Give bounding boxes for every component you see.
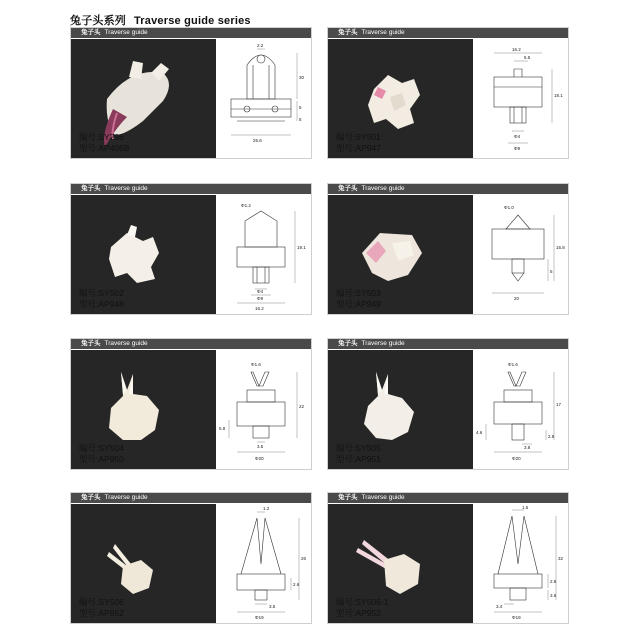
dim-label: 5 (299, 105, 302, 110)
dim-label: 25.6 (253, 138, 262, 143)
card-header-cn: 兔子头 (338, 340, 358, 347)
dim-label: 3.5 (269, 604, 276, 609)
product-codes (79, 597, 124, 619)
dim-label: Φ9 (514, 146, 521, 151)
product-number: 编号:SY506-1 (336, 597, 389, 607)
technical-drawing (474, 504, 568, 623)
technical-drawing (217, 195, 311, 314)
card-header-en: Traverse guide (104, 494, 148, 501)
model-number: 型号:AP951 (336, 454, 381, 464)
card-header-cn: 兔子头 (81, 340, 101, 347)
card-header-en: Traverse guide (361, 340, 405, 347)
dim-label: 2.8 (550, 579, 557, 584)
dim-label: 19.1 (297, 245, 306, 250)
technical-drawing (217, 350, 311, 469)
card-header (71, 184, 311, 194)
product-card-sy502 (70, 183, 312, 315)
technical-drawing-svg (217, 350, 311, 469)
model-number: 型号:AP948 (79, 299, 124, 309)
technical-drawing-svg (217, 195, 311, 314)
page-title-cn: 兔子头系列 (70, 15, 126, 27)
product-number: 编号:SY505 (336, 443, 381, 453)
page-title-en: Traverse guide series (134, 15, 251, 27)
dim-label: 2.6 (293, 582, 300, 587)
technical-drawing (474, 39, 568, 158)
technical-drawing-svg (474, 504, 568, 623)
product-number: 编号:SY296 (79, 132, 124, 142)
product-codes (336, 288, 381, 310)
page-title (70, 12, 251, 28)
dim-label: 1.5 (522, 505, 529, 510)
product-codes (336, 443, 381, 465)
model-number: 型号:AP952 (336, 608, 381, 618)
card-header (328, 493, 568, 503)
dim-label: 2.8 (548, 434, 555, 439)
card-header-cn: 兔子头 (81, 494, 101, 501)
dim-label: Φ19 (512, 615, 521, 620)
card-header-en: Traverse guide (361, 29, 405, 36)
dim-label: 3.8 (524, 445, 531, 450)
product-number: 编号:SY501 (336, 132, 381, 142)
card-header-cn: 兔子头 (338, 185, 358, 192)
dim-label: 16.2 (255, 306, 264, 311)
dim-label: 16.2 (512, 47, 521, 52)
technical-drawing-svg (474, 195, 568, 314)
product-card-sy506-1 (327, 492, 569, 624)
card-header-en: Traverse guide (361, 185, 405, 192)
dim-label: 1.2 (263, 506, 270, 511)
product-codes (79, 132, 130, 154)
dim-label: 2.2 (257, 43, 264, 48)
card-header-cn: 兔子头 (338, 494, 358, 501)
dim-label: 16.8 (556, 245, 565, 250)
model-number: 型号:AP947 (336, 143, 381, 153)
product-codes (336, 597, 388, 619)
dim-label: 17 (556, 402, 562, 407)
dim-label: 5 (299, 117, 302, 122)
dim-label: 26 (301, 556, 307, 561)
technical-drawing (474, 350, 568, 469)
technical-drawing-svg (474, 350, 568, 469)
card-header (71, 493, 311, 503)
technical-drawing (474, 195, 568, 314)
product-codes (79, 443, 124, 465)
dim-label: Φ1.6 (251, 362, 261, 367)
dim-label: 18.1 (554, 93, 563, 98)
dim-label: 5.5 (524, 55, 531, 60)
card-header (328, 339, 568, 349)
card-header (328, 184, 568, 194)
product-number: 编号:SY506 (79, 597, 124, 607)
product-number: 编号:SY503 (336, 288, 381, 298)
technical-drawing-svg (217, 39, 311, 158)
card-header (71, 28, 311, 38)
dim-label: 3.5 (257, 444, 264, 449)
product-number: 编号:SY504 (79, 443, 124, 453)
product-card-sy501 (327, 27, 569, 159)
dim-label: Φ19 (255, 615, 264, 620)
card-header-en: Traverse guide (104, 185, 148, 192)
card-header-cn: 兔子头 (338, 29, 358, 36)
model-number: 型号:AP949 (336, 299, 381, 309)
product-codes (79, 288, 124, 310)
product-codes (336, 132, 381, 154)
card-header-cn: 兔子头 (81, 185, 101, 192)
product-card-sy504 (70, 338, 312, 470)
technical-drawing (217, 39, 311, 158)
card-header-cn: 兔子头 (81, 29, 101, 36)
dim-label: 4.6 (476, 430, 483, 435)
product-card-sy503 (327, 183, 569, 315)
dim-label: Φ1.6 (508, 362, 518, 367)
card-header-en: Traverse guide (361, 494, 405, 501)
dim-label: 22 (299, 404, 305, 409)
dim-label: 30 (299, 75, 305, 80)
technical-drawing-svg (217, 504, 311, 623)
card-header-en: Traverse guide (104, 340, 148, 347)
dim-label: 5 (550, 269, 553, 274)
product-number: 编号:SY502 (79, 288, 124, 298)
product-card-sy506 (70, 492, 312, 624)
dim-label: Φ20 (255, 456, 264, 461)
model-number: 型号:AP952 (79, 608, 124, 618)
dim-label: 20 (514, 296, 520, 301)
technical-drawing-svg (474, 39, 568, 158)
dim-label: 3.6 (550, 593, 557, 598)
model-number: 型号:AP406B (79, 143, 130, 153)
product-card-sy505 (327, 338, 569, 470)
dim-label: Φ9 (257, 296, 264, 301)
dim-label: 3.4 (496, 604, 503, 609)
dim-label: Φ20 (512, 456, 521, 461)
card-header (71, 339, 311, 349)
dim-label: Φ4 (257, 289, 264, 294)
dim-label: Φ1.0 (504, 205, 514, 210)
product-card-sy296 (70, 27, 312, 159)
model-number: 型号:AP950 (79, 454, 124, 464)
card-header (328, 28, 568, 38)
technical-drawing (217, 504, 311, 623)
dim-label: Φ4 (514, 134, 521, 139)
dim-label: 32 (558, 556, 564, 561)
card-header-en: Traverse guide (104, 29, 148, 36)
dim-label: 5.8 (219, 426, 226, 431)
dim-label: Φ1.2 (241, 203, 251, 208)
